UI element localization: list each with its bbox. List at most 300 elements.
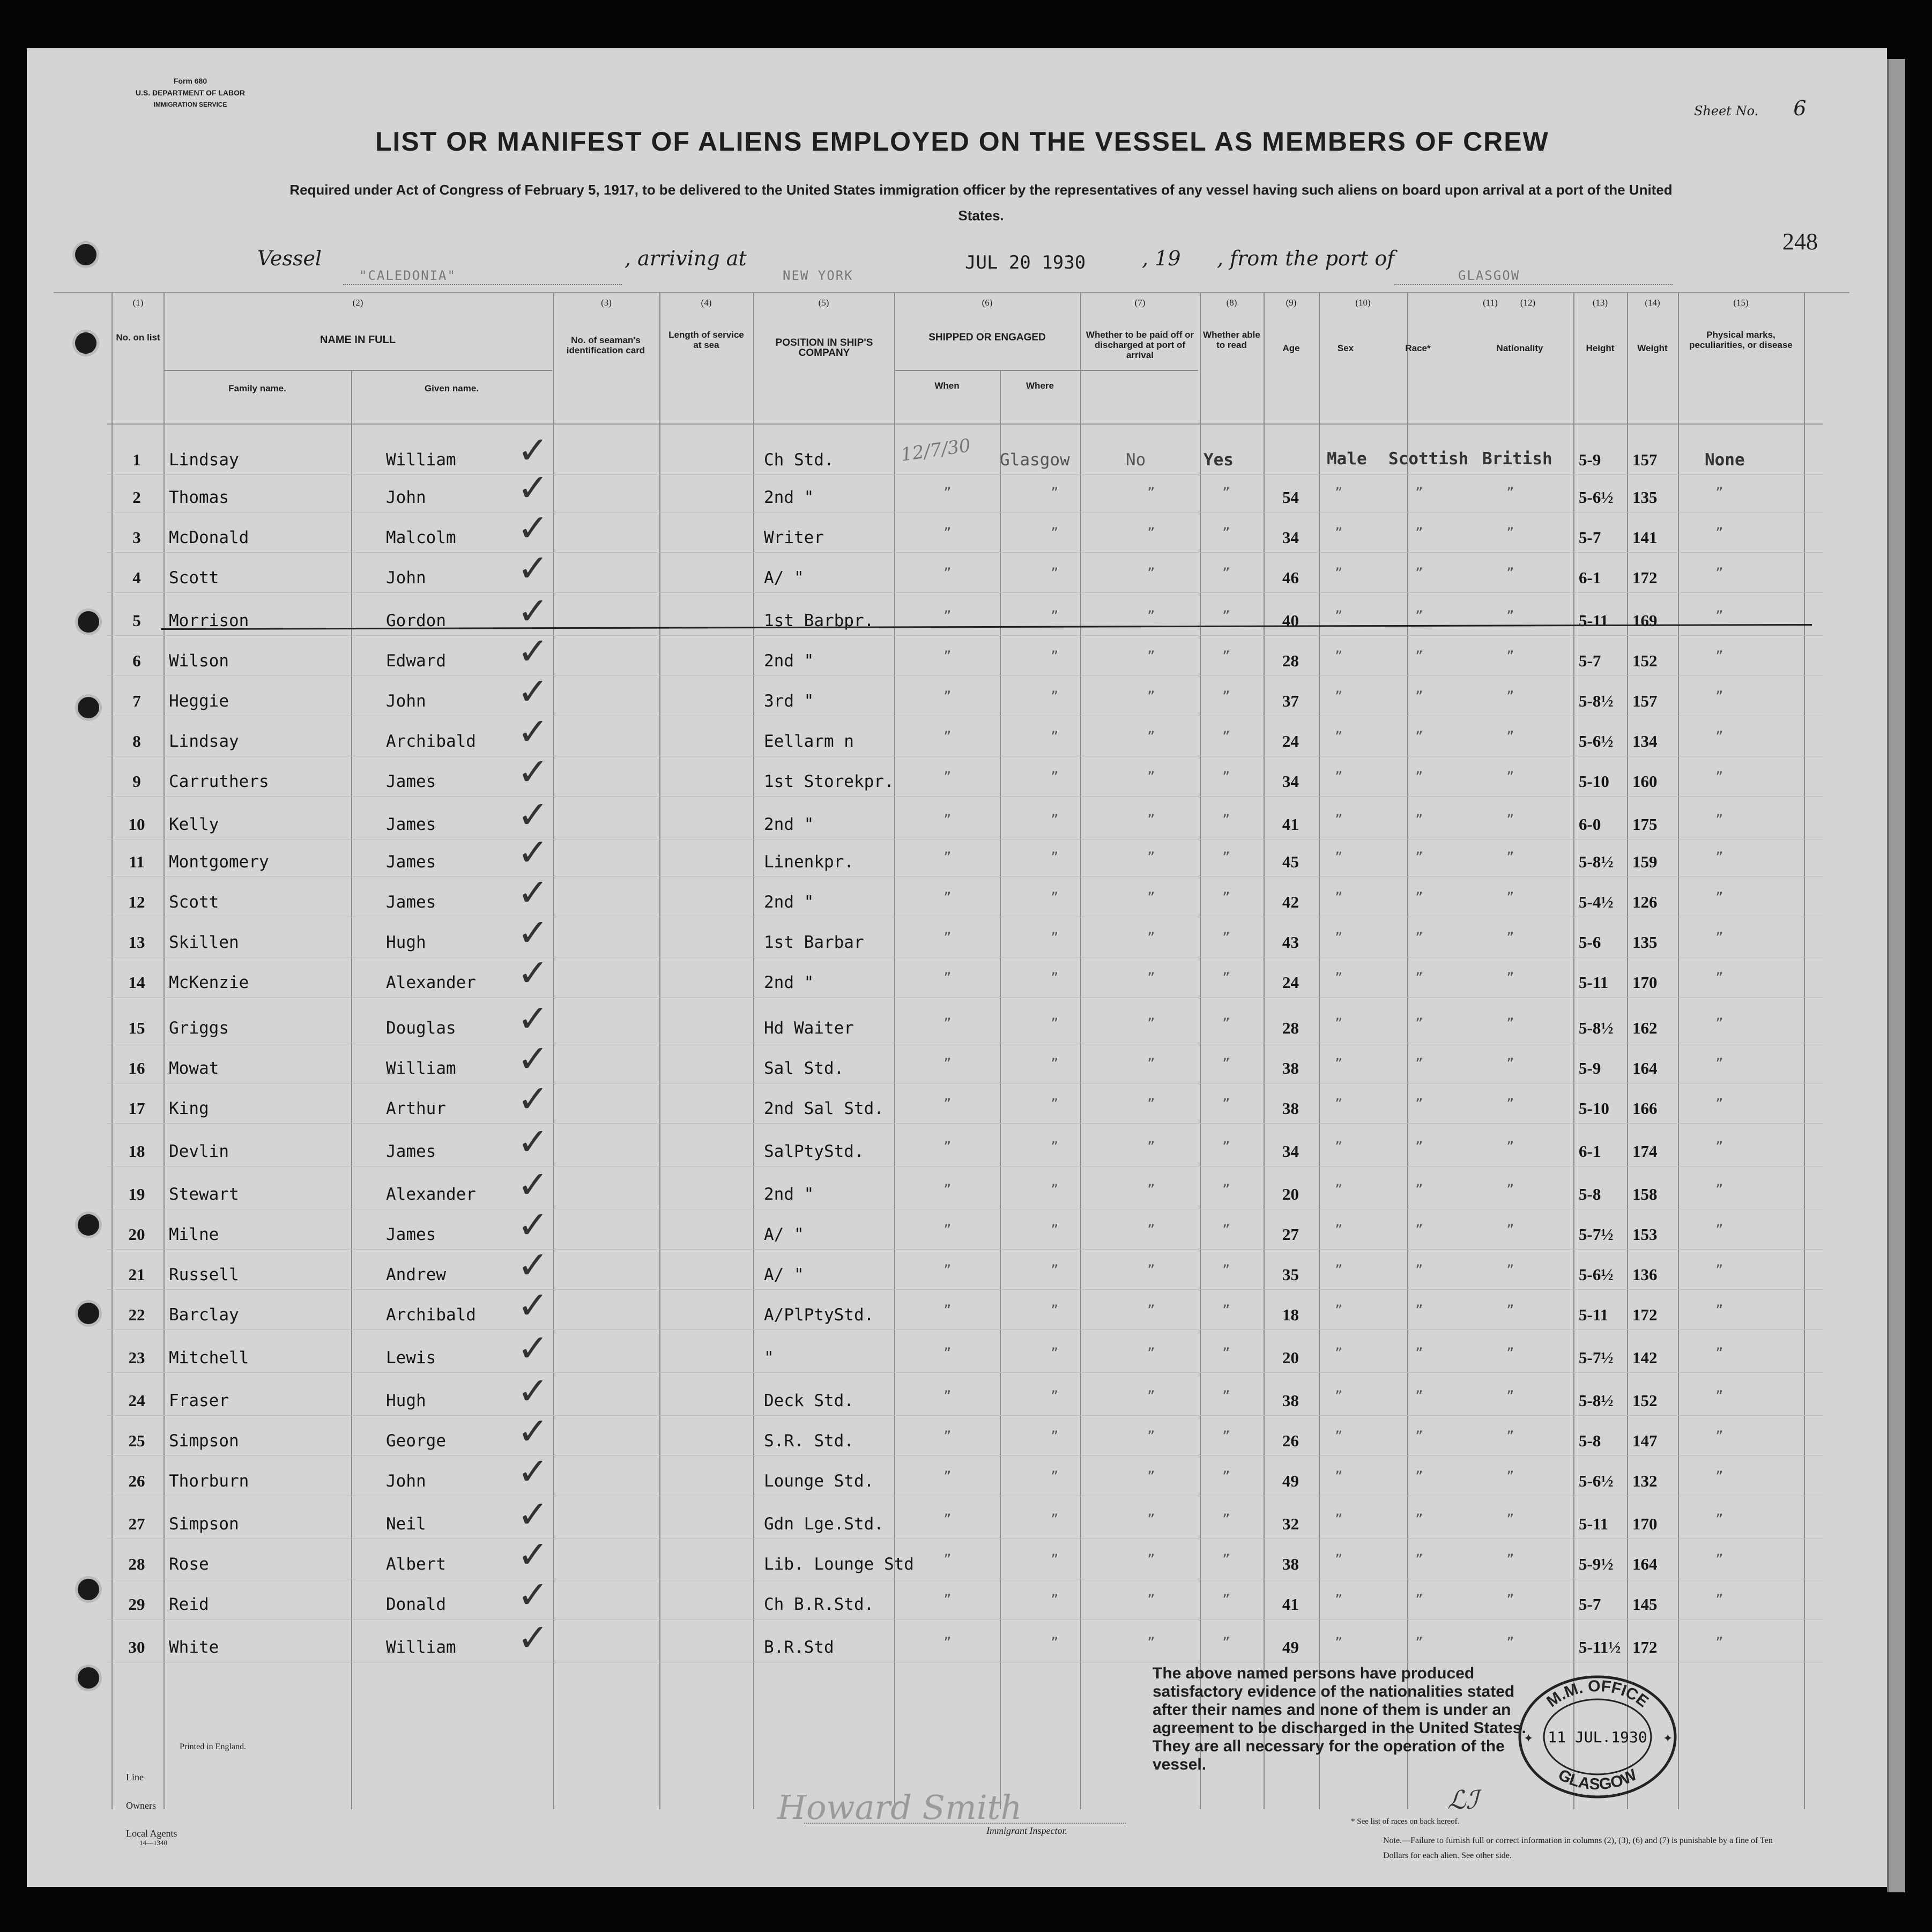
crew-weight: 172 bbox=[1632, 1638, 1658, 1656]
row-rule bbox=[107, 1249, 1823, 1250]
crew-given-name: William bbox=[386, 1638, 456, 1657]
crew-position: 3rd " bbox=[764, 692, 814, 711]
punch-hole bbox=[75, 332, 96, 354]
crew-age: 28 bbox=[1282, 651, 1299, 670]
crew-age: 35 bbox=[1282, 1265, 1299, 1284]
ditto-mark-icon: ” bbox=[1147, 1346, 1155, 1361]
race-footnote: * See list of races on back hereof. bbox=[1351, 1817, 1460, 1826]
col-divider bbox=[1573, 292, 1574, 1809]
ditto-mark-icon: ” bbox=[1335, 1635, 1343, 1650]
crew-row-number: 1 bbox=[132, 450, 141, 469]
crew-given-name: William bbox=[386, 450, 456, 470]
check-mark-icon: ✓ bbox=[517, 1326, 549, 1370]
crew-age: 34 bbox=[1282, 528, 1299, 547]
header-nationality: Nationality bbox=[1496, 343, 1543, 353]
crew-family-name: Milne bbox=[169, 1225, 219, 1244]
certification-statement: The above named persons have produced satisfactory evidence of the nationalities stated after their names and none of them is under an agreement to be discharged in the United States. They are all necessary for the operation of the vessel. bbox=[1153, 1665, 1526, 1773]
ditto-mark-icon: ” bbox=[1051, 890, 1059, 905]
ditto-mark-icon: ” bbox=[1506, 729, 1514, 744]
document-subtitle: Required under Act of Congress of February 5, 1917, to be delivered to the United States immigration officer by the representatives of any vessel having such aliens on board upon arrival at a port of the United States. bbox=[289, 182, 1673, 224]
crew-position: SalPtyStd. bbox=[764, 1142, 864, 1161]
ditto-mark-icon: ” bbox=[1715, 812, 1723, 827]
ditto-mark-icon: ” bbox=[1051, 1552, 1059, 1567]
ditto-mark-icon: ” bbox=[1147, 1056, 1155, 1071]
from-port-label: , from the port of bbox=[1217, 247, 1395, 270]
crew-weight: 132 bbox=[1632, 1472, 1658, 1490]
ditto-mark-icon: ” bbox=[943, 649, 952, 664]
crew-age: 38 bbox=[1282, 1059, 1299, 1078]
punch-hole bbox=[78, 611, 99, 633]
crew-position: S.R. Std. bbox=[764, 1431, 854, 1451]
crew-row-number: 22 bbox=[128, 1305, 145, 1324]
crew-position: 2nd Sal Std. bbox=[764, 1099, 884, 1118]
col-divider bbox=[1804, 292, 1805, 1809]
header-race: Race* bbox=[1405, 343, 1431, 353]
crew-weight: 142 bbox=[1632, 1348, 1658, 1367]
row-rule bbox=[107, 675, 1823, 676]
ditto-mark-icon: ” bbox=[1335, 890, 1343, 905]
ditto-mark-icon: ” bbox=[1715, 1512, 1723, 1527]
ditto-mark-icon: ” bbox=[1506, 1388, 1514, 1403]
ditto-mark-icon: ” bbox=[1051, 485, 1059, 500]
crew-height: 5-9 bbox=[1579, 450, 1601, 469]
ditto-mark-icon: ” bbox=[1415, 1016, 1423, 1031]
check-mark-icon: ✓ bbox=[517, 428, 549, 472]
row-rule bbox=[107, 876, 1823, 877]
crew-age: 24 bbox=[1282, 973, 1299, 992]
svg-text:✦: ✦ bbox=[1663, 1732, 1673, 1745]
crew-family-name: Barclay bbox=[169, 1305, 239, 1325]
row-rule bbox=[107, 592, 1823, 593]
ditto-mark-icon: ” bbox=[1335, 1469, 1343, 1484]
ditto-mark-icon: ” bbox=[1222, 890, 1230, 905]
ditto-mark-icon: ” bbox=[1335, 1303, 1343, 1318]
crew-family-name: Simpson bbox=[169, 1431, 239, 1451]
ditto-mark-icon: ” bbox=[1147, 1469, 1155, 1484]
crew-age: 28 bbox=[1282, 1019, 1299, 1037]
ditto-mark-icon: ” bbox=[943, 1592, 952, 1607]
crew-given-name: Hugh bbox=[386, 1391, 426, 1410]
ditto-mark-icon: ” bbox=[1147, 1592, 1155, 1607]
crew-weight: 147 bbox=[1632, 1431, 1658, 1450]
col-divider bbox=[1264, 292, 1265, 1809]
vessel-line bbox=[257, 247, 322, 270]
ditto-mark-icon: ” bbox=[1222, 1222, 1230, 1237]
crew-row-number: 13 bbox=[128, 933, 145, 952]
row-rule bbox=[107, 1415, 1823, 1416]
ditto-mark-icon: ” bbox=[943, 566, 952, 581]
ditto-mark-icon: ” bbox=[943, 1429, 952, 1444]
crew-weight: 159 bbox=[1632, 852, 1658, 871]
crew-given-name: Andrew bbox=[386, 1265, 446, 1284]
ditto-mark-icon: ” bbox=[1147, 1429, 1155, 1444]
crew-given-name: James bbox=[386, 1225, 436, 1244]
crew-age: 32 bbox=[1282, 1514, 1299, 1533]
col-number: (11) bbox=[1483, 298, 1498, 308]
crew-age: 18 bbox=[1282, 1305, 1299, 1324]
crew-position: Hd Waiter bbox=[764, 1019, 854, 1038]
col-number: (7) bbox=[1134, 298, 1146, 308]
ditto-mark-icon: ” bbox=[1147, 970, 1155, 985]
ditto-mark-icon: ” bbox=[1715, 566, 1723, 581]
crew-row-number: 18 bbox=[128, 1142, 145, 1161]
crew-age: 54 bbox=[1282, 488, 1299, 507]
crew-position: 2nd " bbox=[764, 815, 814, 834]
ditto-mark-icon: ” bbox=[1715, 649, 1723, 664]
crew-given-name: George bbox=[386, 1431, 446, 1451]
crew-weight: 170 bbox=[1632, 1514, 1658, 1533]
ditto-mark-icon: ” bbox=[1415, 649, 1423, 664]
col-number: (2) bbox=[352, 298, 363, 308]
header-physical-marks: Physical marks, peculiarities, or disease bbox=[1689, 330, 1793, 350]
ditto-mark-icon: ” bbox=[1506, 769, 1514, 784]
table-top-rule bbox=[54, 292, 1849, 293]
ditto-mark-icon: ” bbox=[1715, 890, 1723, 905]
row-rule bbox=[107, 1372, 1823, 1373]
header-age: Age bbox=[1282, 343, 1300, 353]
ditto-mark-icon: ” bbox=[1335, 1222, 1343, 1237]
from-port: GLASGOW bbox=[1458, 268, 1520, 283]
crew-position: Eellarm n bbox=[764, 732, 854, 751]
ditto-mark-icon: ” bbox=[1335, 850, 1343, 865]
svg-text:GLASGOW bbox=[1555, 1766, 1640, 1794]
ditto-mark-icon: ” bbox=[1715, 729, 1723, 744]
ditto-mark-icon: ” bbox=[1715, 1096, 1723, 1111]
ditto-mark-icon: ” bbox=[1222, 1469, 1230, 1484]
crew-height: 5-6½ bbox=[1579, 1472, 1614, 1490]
ditto-mark-icon: ” bbox=[1051, 1512, 1059, 1527]
crew-family-name: Skillen bbox=[169, 933, 239, 952]
ditto-mark-icon: ” bbox=[1335, 1262, 1343, 1277]
crew-given-name: Alexander bbox=[386, 1185, 476, 1204]
crew-family-name: Rose bbox=[169, 1555, 209, 1574]
ditto-mark-icon: ” bbox=[1415, 1346, 1423, 1361]
ditto-mark-icon: ” bbox=[1222, 1139, 1230, 1154]
punch-hole bbox=[78, 1579, 99, 1600]
ditto-mark-icon: ” bbox=[1415, 1303, 1423, 1318]
ditto-mark-icon: ” bbox=[1051, 566, 1059, 581]
crew-row-number: 10 bbox=[128, 815, 145, 834]
col-divider bbox=[351, 370, 352, 1809]
check-mark-icon: ✓ bbox=[517, 1037, 549, 1081]
ditto-mark-icon: ” bbox=[1147, 1512, 1155, 1527]
form-number: Form 680 bbox=[173, 77, 207, 85]
crew-age: 41 bbox=[1282, 1595, 1299, 1614]
ditto-mark-icon: ” bbox=[943, 525, 952, 540]
ditto-mark-icon: ” bbox=[943, 1096, 952, 1111]
ditto-mark-icon: ” bbox=[1506, 970, 1514, 985]
punch-hole bbox=[78, 1303, 99, 1324]
ditto-mark-icon: ” bbox=[1051, 850, 1059, 865]
check-mark-icon: ✓ bbox=[517, 1283, 549, 1327]
check-mark-icon: ✓ bbox=[517, 1163, 549, 1207]
ditto-mark-icon: ” bbox=[1147, 812, 1155, 827]
crew-given-name: Albert bbox=[386, 1555, 446, 1574]
crew-given-name: James bbox=[386, 1142, 436, 1161]
crew-height: 6-1 bbox=[1579, 1142, 1601, 1161]
able-to-read-value: Yes bbox=[1203, 450, 1233, 470]
crew-position: Ch B.R.Std. bbox=[764, 1595, 874, 1614]
col-divider bbox=[112, 292, 113, 1809]
crew-weight: 160 bbox=[1632, 772, 1658, 791]
col-number: (1) bbox=[132, 298, 144, 308]
ditto-mark-icon: ” bbox=[1051, 649, 1059, 664]
ditto-mark-icon: ” bbox=[1506, 1056, 1514, 1071]
crew-position: A/ " bbox=[764, 1225, 804, 1244]
ditto-mark-icon: ” bbox=[1506, 1469, 1514, 1484]
ditto-mark-icon: ” bbox=[1506, 1262, 1514, 1277]
ditto-mark-icon: ” bbox=[1335, 1388, 1343, 1403]
ditto-mark-icon: ” bbox=[1335, 689, 1343, 704]
paid-off-value: No bbox=[1126, 450, 1146, 470]
ditto-mark-icon: ” bbox=[1506, 1096, 1514, 1111]
crew-given-name: James bbox=[386, 772, 436, 791]
ditto-mark-icon: ” bbox=[1222, 1016, 1230, 1031]
inspector-signature: Howard Smith bbox=[777, 1788, 1022, 1827]
ditto-mark-icon: ” bbox=[1222, 812, 1230, 827]
ditto-mark-icon: ” bbox=[1147, 485, 1155, 500]
ditto-mark-icon: ” bbox=[1051, 1303, 1059, 1318]
crew-weight: 135 bbox=[1632, 933, 1658, 952]
crew-height: 5-9½ bbox=[1579, 1555, 1614, 1573]
crew-given-name: Neil bbox=[386, 1514, 426, 1534]
ditto-mark-icon: ” bbox=[1222, 485, 1230, 500]
ditto-mark-icon: ” bbox=[1051, 608, 1059, 623]
crew-height: 5-7 bbox=[1579, 651, 1601, 670]
ditto-mark-icon: ” bbox=[1335, 566, 1343, 581]
vessel-name: "CALEDONIA" bbox=[359, 268, 456, 283]
name-subheader-rule bbox=[164, 370, 552, 371]
crew-family-name: Lindsay bbox=[169, 732, 239, 751]
ditto-mark-icon: ” bbox=[1335, 1429, 1343, 1444]
sheet-number bbox=[1694, 96, 1807, 120]
crew-position: 2nd " bbox=[764, 651, 814, 671]
crew-given-name: Arthur bbox=[386, 1099, 446, 1118]
crew-given-name: Gordon bbox=[386, 611, 446, 630]
ditto-mark-icon: ” bbox=[1415, 608, 1423, 623]
ditto-mark-icon: ” bbox=[943, 769, 952, 784]
sheet-label: Sheet No. bbox=[1694, 103, 1759, 118]
col-number: (15) bbox=[1733, 298, 1749, 308]
col-number: (6) bbox=[982, 298, 993, 308]
crew-row-number: 15 bbox=[128, 1019, 145, 1037]
inspector-label: Immigrant Inspector. bbox=[986, 1825, 1067, 1836]
sex-value: Male bbox=[1327, 449, 1367, 469]
row-rule bbox=[107, 1123, 1823, 1124]
ditto-mark-icon: ” bbox=[1335, 485, 1343, 500]
crew-weight: 126 bbox=[1632, 893, 1658, 911]
crew-given-name: Archibald bbox=[386, 1305, 476, 1325]
ditto-mark-icon: ” bbox=[1222, 1592, 1230, 1607]
crew-weight: 175 bbox=[1632, 815, 1658, 834]
crew-position: 2nd " bbox=[764, 893, 814, 912]
ditto-mark-icon: ” bbox=[1222, 1096, 1230, 1111]
crew-row-number: 16 bbox=[128, 1059, 145, 1078]
ditto-mark-icon: ” bbox=[1715, 525, 1723, 540]
crew-family-name: Scott bbox=[169, 893, 219, 912]
ditto-mark-icon: ” bbox=[1506, 1512, 1514, 1527]
ditto-mark-icon: ” bbox=[1715, 1139, 1723, 1154]
ditto-mark-icon: ” bbox=[1715, 1552, 1723, 1567]
crew-row-number: 23 bbox=[128, 1348, 145, 1367]
crew-weight: 134 bbox=[1632, 732, 1658, 750]
ditto-mark-icon: ” bbox=[1335, 1096, 1343, 1111]
crew-position: 2nd " bbox=[764, 973, 814, 992]
crew-height: 5-7½ bbox=[1579, 1225, 1614, 1244]
crew-position: Gdn Lge.Std. bbox=[764, 1514, 884, 1534]
crew-age: 38 bbox=[1282, 1099, 1299, 1118]
ditto-mark-icon: ” bbox=[943, 485, 952, 500]
row-rule bbox=[107, 997, 1823, 998]
header-where: Where bbox=[1026, 381, 1054, 391]
crew-height: 5-6½ bbox=[1579, 1265, 1614, 1284]
svg-text:M.M. OFFICE bbox=[1543, 1677, 1652, 1711]
ditto-mark-icon: ” bbox=[1335, 930, 1343, 945]
ditto-mark-icon: ” bbox=[1335, 812, 1343, 827]
ditto-mark-icon: ” bbox=[943, 930, 952, 945]
crew-age: 49 bbox=[1282, 1472, 1299, 1490]
header-when: When bbox=[934, 381, 960, 391]
check-mark-icon: ✓ bbox=[517, 466, 549, 510]
svg-text:✦: ✦ bbox=[1524, 1732, 1534, 1745]
ditto-mark-icon: ” bbox=[1147, 1182, 1155, 1197]
ditto-mark-icon: ” bbox=[1147, 729, 1155, 744]
crew-age: 27 bbox=[1282, 1225, 1299, 1244]
crew-weight: 157 bbox=[1632, 692, 1658, 710]
ditto-mark-icon: ” bbox=[1715, 1222, 1723, 1237]
ditto-mark-icon: ” bbox=[1335, 1512, 1343, 1527]
crew-age: 43 bbox=[1282, 933, 1299, 952]
crew-height: 5-11 bbox=[1579, 1305, 1609, 1324]
header-shipped-or-engaged: SHIPPED OR ENGAGED bbox=[928, 332, 1046, 343]
check-mark-icon: ✓ bbox=[517, 1573, 549, 1617]
crew-given-name: John bbox=[386, 568, 426, 588]
ditto-mark-icon: ” bbox=[943, 1222, 952, 1237]
stamp-top-text: M.M. OFFICE bbox=[1543, 1677, 1652, 1711]
ditto-mark-icon: ” bbox=[1051, 1016, 1059, 1031]
ditto-mark-icon: ” bbox=[1222, 1635, 1230, 1650]
ditto-mark-icon: ” bbox=[1222, 525, 1230, 540]
ditto-mark-icon: ” bbox=[1506, 1222, 1514, 1237]
ditto-mark-icon: ” bbox=[1506, 1139, 1514, 1154]
crew-age: 20 bbox=[1282, 1348, 1299, 1367]
ditto-mark-icon: ” bbox=[1415, 1469, 1423, 1484]
crew-height: 5-7 bbox=[1579, 1595, 1601, 1614]
form-code: 14—1340 bbox=[139, 1839, 167, 1847]
crew-row-number: 19 bbox=[128, 1185, 145, 1203]
ditto-mark-icon: ” bbox=[1715, 769, 1723, 784]
col-number: (13) bbox=[1592, 298, 1608, 308]
ditto-mark-icon: ” bbox=[1335, 608, 1343, 623]
ditto-mark-icon: ” bbox=[1506, 525, 1514, 540]
ditto-mark-icon: ” bbox=[1415, 729, 1423, 744]
nationality-value: British bbox=[1482, 449, 1552, 469]
form-header bbox=[96, 75, 284, 110]
ditto-mark-icon: ” bbox=[1506, 649, 1514, 664]
crew-age: 34 bbox=[1282, 1142, 1299, 1161]
ditto-mark-icon: ” bbox=[1715, 1262, 1723, 1277]
crew-row-number: 3 bbox=[132, 528, 141, 547]
ditto-mark-icon: ” bbox=[1415, 1139, 1423, 1154]
ditto-mark-icon: ” bbox=[1147, 850, 1155, 865]
ditto-mark-icon: ” bbox=[1147, 1016, 1155, 1031]
manifest-sheet bbox=[27, 48, 1887, 1887]
ditto-mark-icon: ” bbox=[1415, 1388, 1423, 1403]
crew-height: 6-0 bbox=[1579, 815, 1601, 834]
row-rule bbox=[107, 796, 1823, 797]
ditto-mark-icon: ” bbox=[1147, 525, 1155, 540]
ditto-mark-icon: ” bbox=[1415, 769, 1423, 784]
header-position: POSITION IN SHIP'S COMPANY bbox=[775, 337, 873, 359]
crew-family-name: Griggs bbox=[169, 1019, 229, 1038]
crew-height: 5-10 bbox=[1579, 1099, 1609, 1118]
row-rule bbox=[107, 635, 1823, 636]
arriving-port: NEW YORK bbox=[783, 268, 853, 283]
crew-family-name: Mitchell bbox=[169, 1348, 249, 1368]
crew-height: 5-6½ bbox=[1579, 488, 1614, 507]
crew-position: A/ " bbox=[764, 568, 804, 588]
crew-position: 2nd " bbox=[764, 488, 814, 507]
ditto-mark-icon: ” bbox=[1222, 1512, 1230, 1527]
ditto-mark-icon: ” bbox=[1222, 1552, 1230, 1567]
ditto-mark-icon: ” bbox=[1715, 1016, 1723, 1031]
ditto-mark-icon: ” bbox=[1506, 890, 1514, 905]
crew-family-name: King bbox=[169, 1099, 209, 1118]
ditto-mark-icon: ” bbox=[1335, 970, 1343, 985]
ditto-mark-icon: ” bbox=[1147, 890, 1155, 905]
crew-age: 40 bbox=[1282, 611, 1299, 630]
check-mark-icon: ✓ bbox=[517, 670, 549, 714]
crew-row-number: 8 bbox=[132, 732, 141, 750]
ditto-mark-icon: ” bbox=[1051, 689, 1059, 704]
ditto-mark-icon: ” bbox=[943, 1346, 952, 1361]
crew-row-number: 2 bbox=[132, 488, 141, 507]
ditto-mark-icon: ” bbox=[943, 689, 952, 704]
check-mark-icon: ✓ bbox=[517, 750, 549, 794]
ditto-mark-icon: ” bbox=[943, 1262, 952, 1277]
crew-height: 5-4½ bbox=[1579, 893, 1614, 911]
col-number: (10) bbox=[1355, 298, 1371, 308]
shipped-when: 12/7/30 bbox=[899, 435, 972, 466]
col-divider bbox=[553, 292, 554, 1809]
ditto-mark-icon: ” bbox=[1222, 649, 1230, 664]
header-sex: Sex bbox=[1337, 343, 1354, 353]
crew-family-name: Stewart bbox=[169, 1185, 239, 1204]
ditto-mark-icon: ” bbox=[943, 1056, 952, 1071]
crew-height: 5-7 bbox=[1579, 528, 1601, 547]
crew-row-number: 12 bbox=[128, 893, 145, 911]
crew-position: Lib. Lounge Std bbox=[764, 1555, 914, 1574]
row-rule bbox=[107, 474, 1823, 475]
ditto-mark-icon: ” bbox=[1051, 1346, 1059, 1361]
ditto-mark-icon: ” bbox=[1506, 1303, 1514, 1318]
col-number: (9) bbox=[1285, 298, 1297, 308]
crew-age: 46 bbox=[1282, 568, 1299, 587]
ditto-mark-icon: ” bbox=[1335, 1592, 1343, 1607]
crew-age: 26 bbox=[1282, 1431, 1299, 1450]
crew-row-number: 21 bbox=[128, 1265, 145, 1284]
ditto-mark-icon: ” bbox=[1051, 970, 1059, 985]
ditto-mark-icon: ” bbox=[1715, 930, 1723, 945]
crew-family-name: Wilson bbox=[169, 651, 229, 671]
crew-weight: 164 bbox=[1632, 1059, 1658, 1078]
header-given-name: Given name. bbox=[424, 383, 479, 393]
col-number: (14) bbox=[1645, 298, 1660, 308]
arriving-label: , arriving at bbox=[625, 247, 747, 270]
crew-family-name: Carruthers bbox=[169, 772, 269, 791]
crew-position: " bbox=[764, 1348, 774, 1368]
ditto-mark-icon: ” bbox=[1147, 1139, 1155, 1154]
